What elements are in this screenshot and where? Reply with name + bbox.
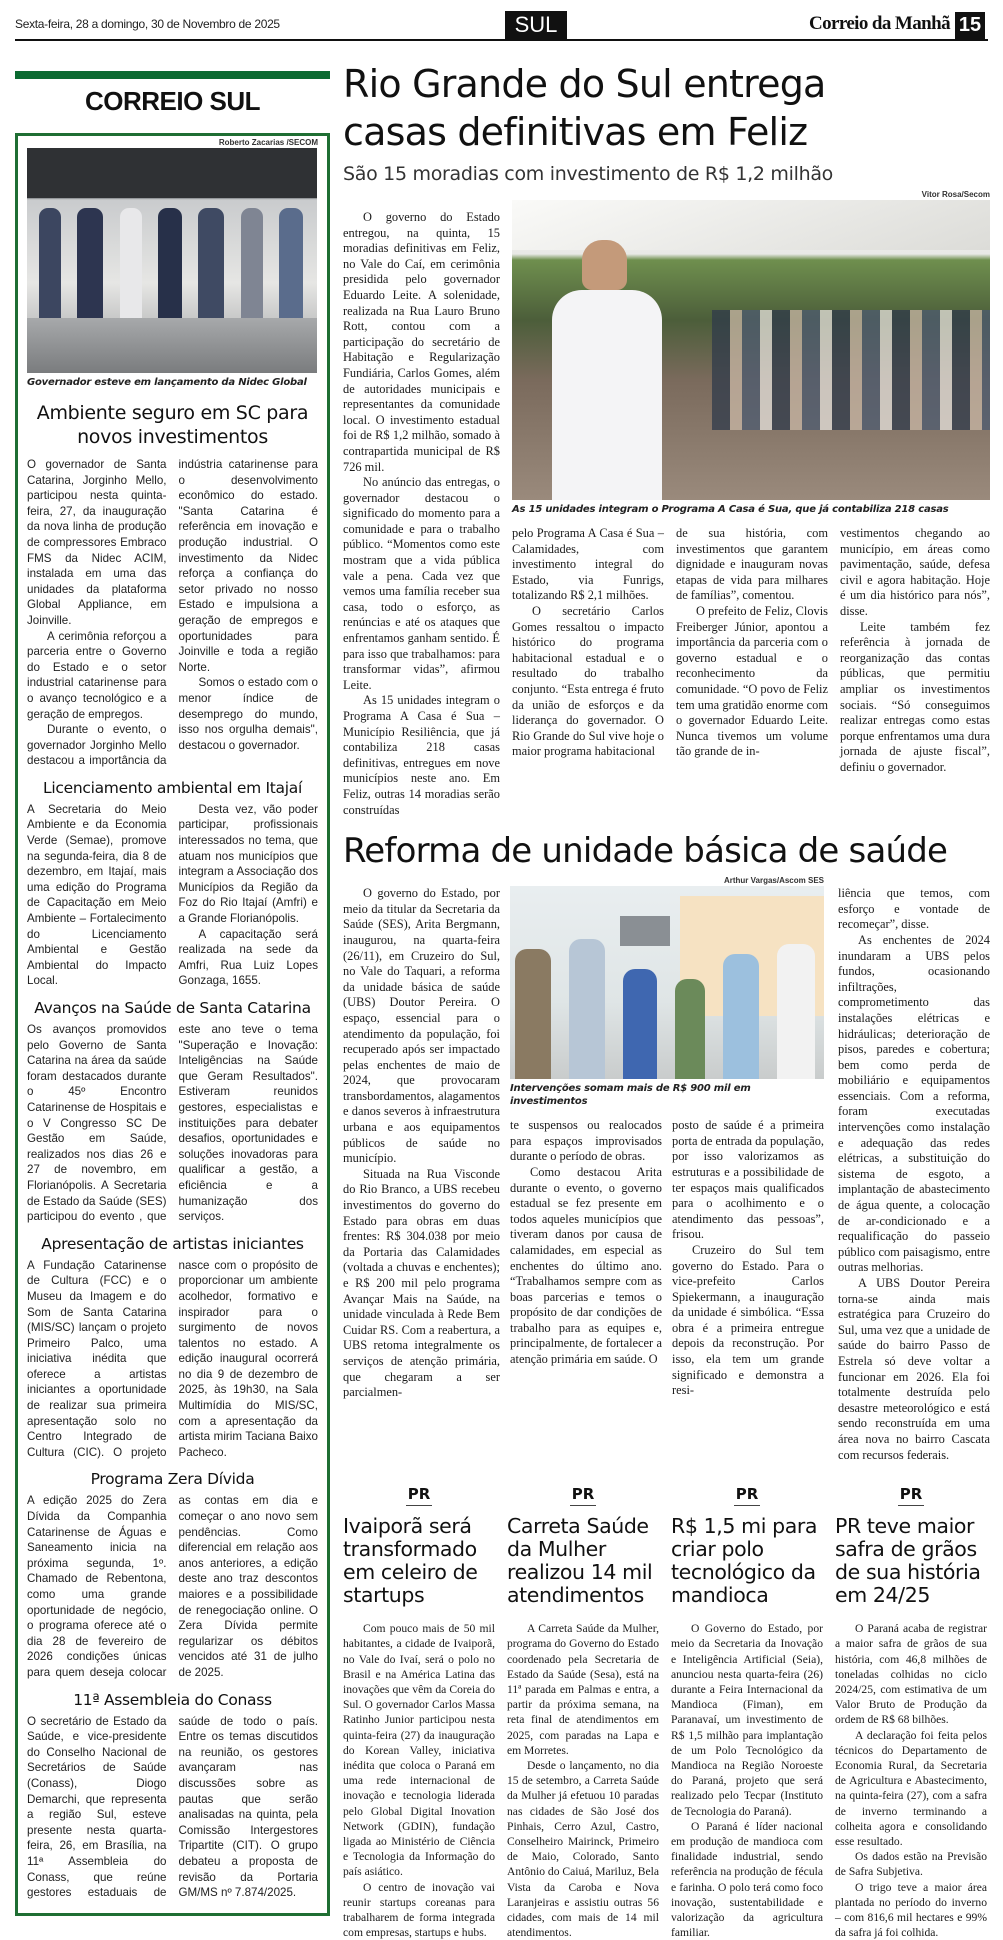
correio-sul-box	[15, 133, 330, 1916]
article-body	[27, 1714, 318, 1901]
brief-body: O Paraná acaba de registrar a maior safra de grãos de sua história, com 46,8 milhões de toneladas colhidas no ciclo 2024/25, com estimativa de um Valor Bruto de Produção da ordem de R$ 68 bilhões. A declaração foi feita pelos técnicos do Departamento de Economia Rural, da Secretaria de Agricultura e Abastecimento, na quinta-feira (27), com a safra de inverno terminando a colheita agora e consolidando esse resultado. Os dados estão na Previsão de Safra Subjetiva. O trigo teve a maior área plantada no período do inverno – com 816,6 mil hectares e 99% da safra já foi colhida.	[835, 1622, 987, 1940]
brief-heading: Ivaiporã será transformado em celeiro de startups	[343, 1514, 478, 1608]
article-body	[27, 1022, 318, 1225]
paragraph: Somos o estado com o menor índice de desemprego do mundo, isso nos orgulha demais", destacou o governador.	[178, 676, 318, 752]
section-green-bar	[15, 71, 330, 79]
article-heading: Programa Zera Dívida	[90, 1470, 255, 1489]
photo-caption: Governador esteve em lançamento da Nidec Global	[27, 377, 307, 388]
edition-date: Sexta-feira, 28 a domingo, 30 de Novembro de 2025	[15, 17, 280, 31]
health-headline: Reforma de unidade básica de saúde	[343, 831, 948, 872]
paragraph: No anúncio das entregas, o governador destacou o significado do momento para a comunidade e para o trabalho público. “Momentos como este mostram que a vida pública vale a pena. Cada vez que vemos uma família receber sua casa, todo o esforço, as renúncias e até os ataques que enfrentamos ganham sentido. É para isso que trabalhamos: para transformar vidas”, afirmou Leite.	[343, 475, 500, 692]
health-lower-columns	[510, 1118, 824, 1399]
newspaper-logo: Correio da Manhã	[809, 13, 950, 34]
pr-briefs	[343, 1485, 990, 1940]
paragraph: O governo do Estado entregou, na quinta, 15 moradias definitivas em Feliz, no Vale do Caí, em cerimônia presidida pelo governador Eduardo Leite. A solenidade, realizada na Rua Lauro Bruno Rott, contou com a participação do secretário de Habitação e Regularização Fundiária, Carlos Gomes, além de autoridades municipais e representantes da comunidade local. O investimento estadual foi de R$ 1,2 milhão, somado à contrapartida municipal de R$ 726 mil.	[343, 210, 500, 474]
pr-brief-3	[671, 1485, 823, 1940]
paragraph: liência que temos, com esforço e vontade de recomeçar”, disse.	[838, 886, 990, 932]
paragraph: A Fundação Catarinense de Cultura (FCC) e o Museu da Imagem e do Som de Santa Catarina (MIS/SC) lançam o projeto Primeiro Palco, uma iniciativa inédita que oferece a artistas iniciantes a oportunidade de realizar sua primeira apresentação solo no Centro Integrado de Cultura (CIC). O projeto nasce com o propósito de proporcionar um ambiente acolhedor, formativo e inspirador para o surgimento de novos talentos no estado. A edição inaugural ocorrerá no dia 9 de dezembro de 2025, às 19h30, na Sala Multimídia do MIS/SC, com a apresentação da artista mirim Taciana Baixo Pacheco.	[27, 1258, 318, 1459]
paragraph: te suspensos ou realocados para espaços improvisados durante o período de obras.	[510, 1118, 662, 1164]
health-article	[343, 876, 990, 1463]
paragraph: de sua história, com investimentos que garantem dignidade e inauguram novas etapas de vida para milhares de famílias”, comentou.	[676, 526, 828, 603]
nidec-event-photo	[27, 148, 317, 373]
photo-credit: Vitor Rosa/Secom	[921, 190, 990, 199]
paragraph: As enchentes de 2024 inundaram a UBS pelos fundos, ocasionando infiltrações, comprometimento das instalações elétricas e hidráulicas; deterioração de pisos, paredes e cobertura; bem como perda de mobiliário e equipamentos essenciais. Com a reforma, foram executadas intervenções como instalação e adequação das redes elétricas, a substituição do sistema de esgoto, a implantação de abastecimento de água quente, a colocação de ar-condicionado e a requalificação do passeio público com paisagismo, entre outras melhorias.	[838, 932, 990, 1275]
paragraph: Os avanços promovidos pelo Governo de Santa Catarina na área da saúde foram destacados durante o 45º Encontro Catarinense de Hospitais e o V Congresso SC De Gestão em Saúde, realizados nos dias 26 e 27 de novembro, em Florianópolis. A Secretaria de Estado da Saúde (SES) participou do evento , que este ano teve o tema "Superação e Inovação: Inteligências na Saúde que Geram Resultados". Estiveram reunidos gestores, especialistas e instituições para debater desafios, oportunidades e soluções inovadoras para qualificar a gestão, a eficiência e a humanização dos serviços.	[27, 1023, 318, 1224]
article-body	[27, 1493, 318, 1680]
region-label: PR	[835, 1485, 987, 1503]
brief-body: A Carreta Saúde da Mulher, programa do Governo do Estado coordenado pela Secretaria de Estado da Saúde (Sesa), está na 11ª parada em Palmas e entra, a partir da próxima semana, na reta final de atendimentos em 2025, com paradas na Lapa e em Morretes. Desde o lançamento, no dia 15 de setembro, a Carreta Saúde da Mulher já efetuou 10 paradas nas cidades de São José dos Pinhais, Cerro Azul, Castro, Conselheiro Mairinck, Primeiro de Maio, Colorado, Santo Antônio do Caiuá, Mariluz, Bela Vista da Caroba e Nova Laranjeiras e assistiu outras 56 cidades, com mais de 14 mil atendimentos.	[507, 1622, 659, 1940]
main-article	[343, 190, 990, 818]
main-headline-line-1: Rio Grande do Sul entrega	[343, 62, 826, 106]
section-label: SUL	[505, 11, 567, 39]
photo-caption: As 15 unidades integram o Programa A Casa é Sua, que já contabiliza 218 casas	[512, 504, 949, 515]
article-heading: 11ª Assembleia do Conass	[73, 1690, 272, 1709]
paragraph: Situada na Rua Visconde do Rio Branco, a UBS recebeu investimentos do governo do Estado para obras em duas frentes: R$ 304.038 por meio da Portaria das Calamidades (voltada a chuvas e enchentes); e R$ 200 mil pelo programa Avançar Mais na Saúde, na unidade vinculada à Rede Bem Cuidar RS. Com a reabertura, a UBS retoma integralmente os serviços de atenção primária, que chegaram a ser parcialmen-	[343, 1166, 500, 1400]
article-heading: Licenciamento ambiental em Itajaí	[43, 778, 302, 797]
paragraph: Durante o evento, o governador Jorginho Mello destacou a importância da indústria catarinense para o desenvolvimento econômico do estado. "Santa Catarina é referência em inovação e produção industrial. O investimento da Nidec reforça a confiança do setor privado no nosso Estado e impulsiona a geração de empregos e oportunidades para Joinville e toda a região Norte.	[27, 458, 318, 768]
health-column-4	[838, 886, 990, 1463]
pr-brief-2	[507, 1485, 659, 1940]
main-lower-columns	[512, 526, 990, 776]
photo-caption: Intervenções somam mais de R$ 900 mil em investimentos	[510, 1083, 751, 1108]
article-body	[27, 1258, 318, 1461]
paragraph: A edição 2025 do Zera Dívida da Companhia Catarinense de Águas e Saneamento inicia na próxima segunda, 1º. Chamado de Rebentona, como uma grande oportunidade de negócio, o programa oferece até o dia 28 de fevereiro de 2026 condições únicas para quem deseja colocar as contas em dia e começar o ano novo sem pendências. Como diferencial em relação aos anos anteriores, a edição deste ano traz descontos maiores e a possibilidade de renegociação online. O Zera Dívida permite regularizar os débitos vencidos até 31 de julho de 2025.	[27, 1494, 318, 1679]
paragraph: O secretário de Estado da Saúde, e vice-presidente do Conselho Nacional de Secretários de Saúde (Conass), Diogo Demarchi, que representa a região Sul, esteve presente nesta quarta-feira, 26, em Brasília, na 11ª Assembleia do Conass, que reúne gestores estaduais de saúde de todo o país. Entre os temas discutidos na reunião, os gestores avançaram nas discussões sobre as pautas que serão analisadas na quinta, pela Comissão Intergestores Tripartite (CIT). O grupo debateu a proposta de revisão da Portaria GM/MS nº 7.874/2025.	[27, 1714, 318, 1900]
paragraph: O governador de Santa Catarina, Jorginho Mello, participou nesta quinta-feira, 27, da inauguração da nova linha de produção de compressores Embraco FMS da Nidec ACIM, instalada em uma das unidades da plataforma Global Appliance, em Joinville.	[27, 458, 167, 627]
paragraph: A capacitação será realizada na sede da Amfri, Rua Luiz Lopes Gonzaga, 1655.	[178, 927, 318, 988]
brief-heading: PR teve maior safra de grãos de sua história em 24/25	[835, 1514, 981, 1608]
paragraph: A cerimônia reforçou a parceria entre o Governo do Estado e o setor industrial catarinense para o avanço tecnológico e a geração de empregos.	[27, 629, 167, 721]
pr-brief-4	[835, 1485, 987, 1940]
paragraph: A Secretaria do Meio Ambiente e da Economia Verde (Semae), promove na segunda-feira, dia 8 de dezembro, em Itajaí, mais uma edição do Programa de Capacitação em Meio Ambiente – Fortalecimento do Licenciamento Ambiental e Gestão Ambiental do Impacto Local.	[27, 802, 167, 988]
photo-credit: Arthur Vargas/Ascom SES	[723, 876, 824, 886]
article-heading: Avanços na Saúde de Santa Catarina	[34, 999, 311, 1017]
region-label: PR	[671, 1485, 823, 1503]
brief-body: O Governo do Estado, por meio da Secretaria da Inovação e Inteligência Artificial (Seia), anunciou nesta quarta-feira (26) durante a Feira Internacional da Mandioca (Fiman), em Paranavaí, um investimento de R$ 1,5 milhão para implantação de um Polo Tecnológico da Mandioca na Região Noroeste do Paraná, projeto que será realizado pelo Tecpar (Instituto de Tecnologia do Paraná). O Paraná é líder nacional em produção de mandioca com finalidade industrial, sendo referência na produção de fécula e farinha. O polo terá como foco inovação, sustentabilidade e valorização da agricultura familiar.	[671, 1622, 823, 1940]
health-column-2	[510, 1118, 662, 1368]
health-column-1	[343, 886, 500, 1401]
main-right-area	[512, 190, 990, 776]
main-column-4	[840, 526, 990, 776]
paragraph: vestimentos chegando ao município, em áreas como pavimentação, saúde, defesa civil e agora habitação. Hoje é um dia histórico para nós”, disse.	[840, 526, 990, 618]
paragraph: Como destacou Arita durante o evento, o governo estadual se fez presente em todos aqueles municípios que tiveram danos por causa de calamidades, em especial as enchentes do último ano. “Trabalhamos sempre com as boas parcerias e temos o propósito de dar condições de trabalho para as equipes e, principalmente, de fortalecer a atenção primária em saúde. O	[510, 1164, 662, 1367]
region-label: PR	[343, 1485, 495, 1503]
health-middle-area	[510, 876, 824, 1399]
main-subtitle: São 15 moradias com investimento de R$ 1,2 milhão	[343, 163, 833, 185]
region-label: PR	[507, 1485, 659, 1503]
photo-credit: Roberto Zacarias /SECOM	[218, 138, 318, 147]
brief-heading: Carreta Saúde da Mulher realizou 14 mil atendimentos	[507, 1514, 653, 1608]
health-column-3	[672, 1118, 824, 1399]
pr-brief-1	[343, 1485, 495, 1940]
article-heading: Ambiente seguro em SC para novos investimentos	[36, 402, 309, 448]
paragraph: O governo do Estado, por meio da titular da Secretaria da Saúde (SES), Arita Bergmann, inaugurou, na quarta-feira (26/11), em Cruzeiro do Sul, no Vale do Taquari, a reforma da unidade básica de saúde (UBS) Doutor Pereira. O espaço, essencial para o atendimento da população, foi recuperado após ser impactado pelas enchentes de maio de 2024, que provocaram transbordamentos, alagamentos e danos severos à infraestrutura urbana e aos equipamentos públicos de saúde no município.	[343, 886, 500, 1166]
paragraph: A UBS Doutor Pereira torna-se ainda mais estratégica para Cruzeiro do Sul, uma vez que a unidade de saúde do bairro Passo de Estrela só deve voltar a funcionar em 2026. Ela foi totalmente destruída pelo desastre meteorológico e está sendo reconstruída em uma área nova no bairro Cascata com recursos federais.	[838, 1276, 990, 1462]
main-column-2	[512, 526, 664, 760]
paragraph: O prefeito de Feliz, Clovis Freiberger Júnior, apontou a importância da parceria com o governo estadual e o reconhecimento da comunidade. “O povo de Feliz tem uma gratidão enorme com o governador Eduardo Leite. Nunca tivemos um volume tão grande de in-	[676, 603, 828, 759]
paragraph: pelo Programa A Casa é Sua – Calamidades, com investimento integral do Estado, via Funrigs, totalizando R$ 2,1 milhões.	[512, 526, 664, 603]
paragraph: Leite também fez referência à jornada de reorganização das contas públicas, que permitiu ampliar os investimentos sociais. “Só conseguimos realizar entregas como estas porque enfrentamos uma dura jornada de ajuste fiscal”, definiu o governador.	[840, 619, 990, 774]
article-heading: Apresentação de artistas iniciantes	[41, 1234, 304, 1253]
main-column-3	[676, 526, 828, 760]
paragraph: As 15 unidades integram o Programa A Casa é Sua – Município Resiliência, que já contabiliza 218 casas definitivas, entregues em nove municípios neste ano. Em Feliz, outras 14 moradias serão construídas	[343, 693, 500, 817]
feliz-ceremony-photo	[512, 200, 990, 500]
paragraph: O secretário Carlos Gomes ressaltou o impacto histórico do programa habitacional estadual e o resultado do trabalho conjunto. “Esta entrega é fruto da união de esforços e da liderança do governador. O Rio Grande do Sul vive hoje o maior programa habitacional	[512, 603, 664, 759]
article-body	[27, 802, 318, 989]
paragraph: Cruzeiro do Sul tem governo do Estado. Para o vice-prefeito Carlos Spiekermann, a inauguração da unidade é simbólica. “Essa obra é a primeira entregue depois da reconstrução. Por isso, ela tem um grande significado e demonstra a resi-	[672, 1242, 824, 1398]
main-column-1	[343, 210, 500, 818]
correio-sul-title: CORREIO SUL	[84, 86, 261, 116]
header-rule	[15, 39, 988, 41]
page-number: 15	[955, 12, 985, 39]
main-headline-line-2: casas definitivas em Feliz	[343, 110, 808, 154]
brief-heading: R$ 1,5 mi para criar polo tecnológico da mandioca	[671, 1514, 818, 1608]
ubs-inauguration-photo	[510, 886, 824, 1079]
paragraph: Desta vez, vão poder participar, profissionais interessados no tema, que atuam nos municípios que integram a Associação dos Municípios da Região da Foz do Rio Itajaí (Amfri) e a Grande Florianópolis.	[178, 802, 318, 926]
right-content	[343, 60, 990, 1940]
article-body	[27, 457, 318, 769]
paragraph: posto de saúde é a primeira porta de entrada da população, por isso valorizamos as estruturas e a possibilidade de ter espaços mais qualificados para o acolhimento e o atendimento das pessoas”, frisou.	[672, 1118, 824, 1242]
brief-body: Com pouco mais de 50 mil habitantes, a cidade de Ivaiporã, no Vale do Ivaí, será o polo no Brasil e na América Latina das inovações que vêm da Coreia do Sul. O governador Carlos Massa Ratinho Junior participou nesta quinta-feira (27) da inauguração do Korean Valley, iniciativa inédita que coloca o Paraná em uma rede internacional de inovação e tecnologia liderada pelo Global Digital Inovation Network (GDIN), fundação ligada ao Ministério de Ciência e Tecnologia da Informação do país asiático. O centro de inovação vai reunir startups coreanas para trabalharem de forma integrada com empresas, startups e hubs.	[343, 1622, 495, 1940]
